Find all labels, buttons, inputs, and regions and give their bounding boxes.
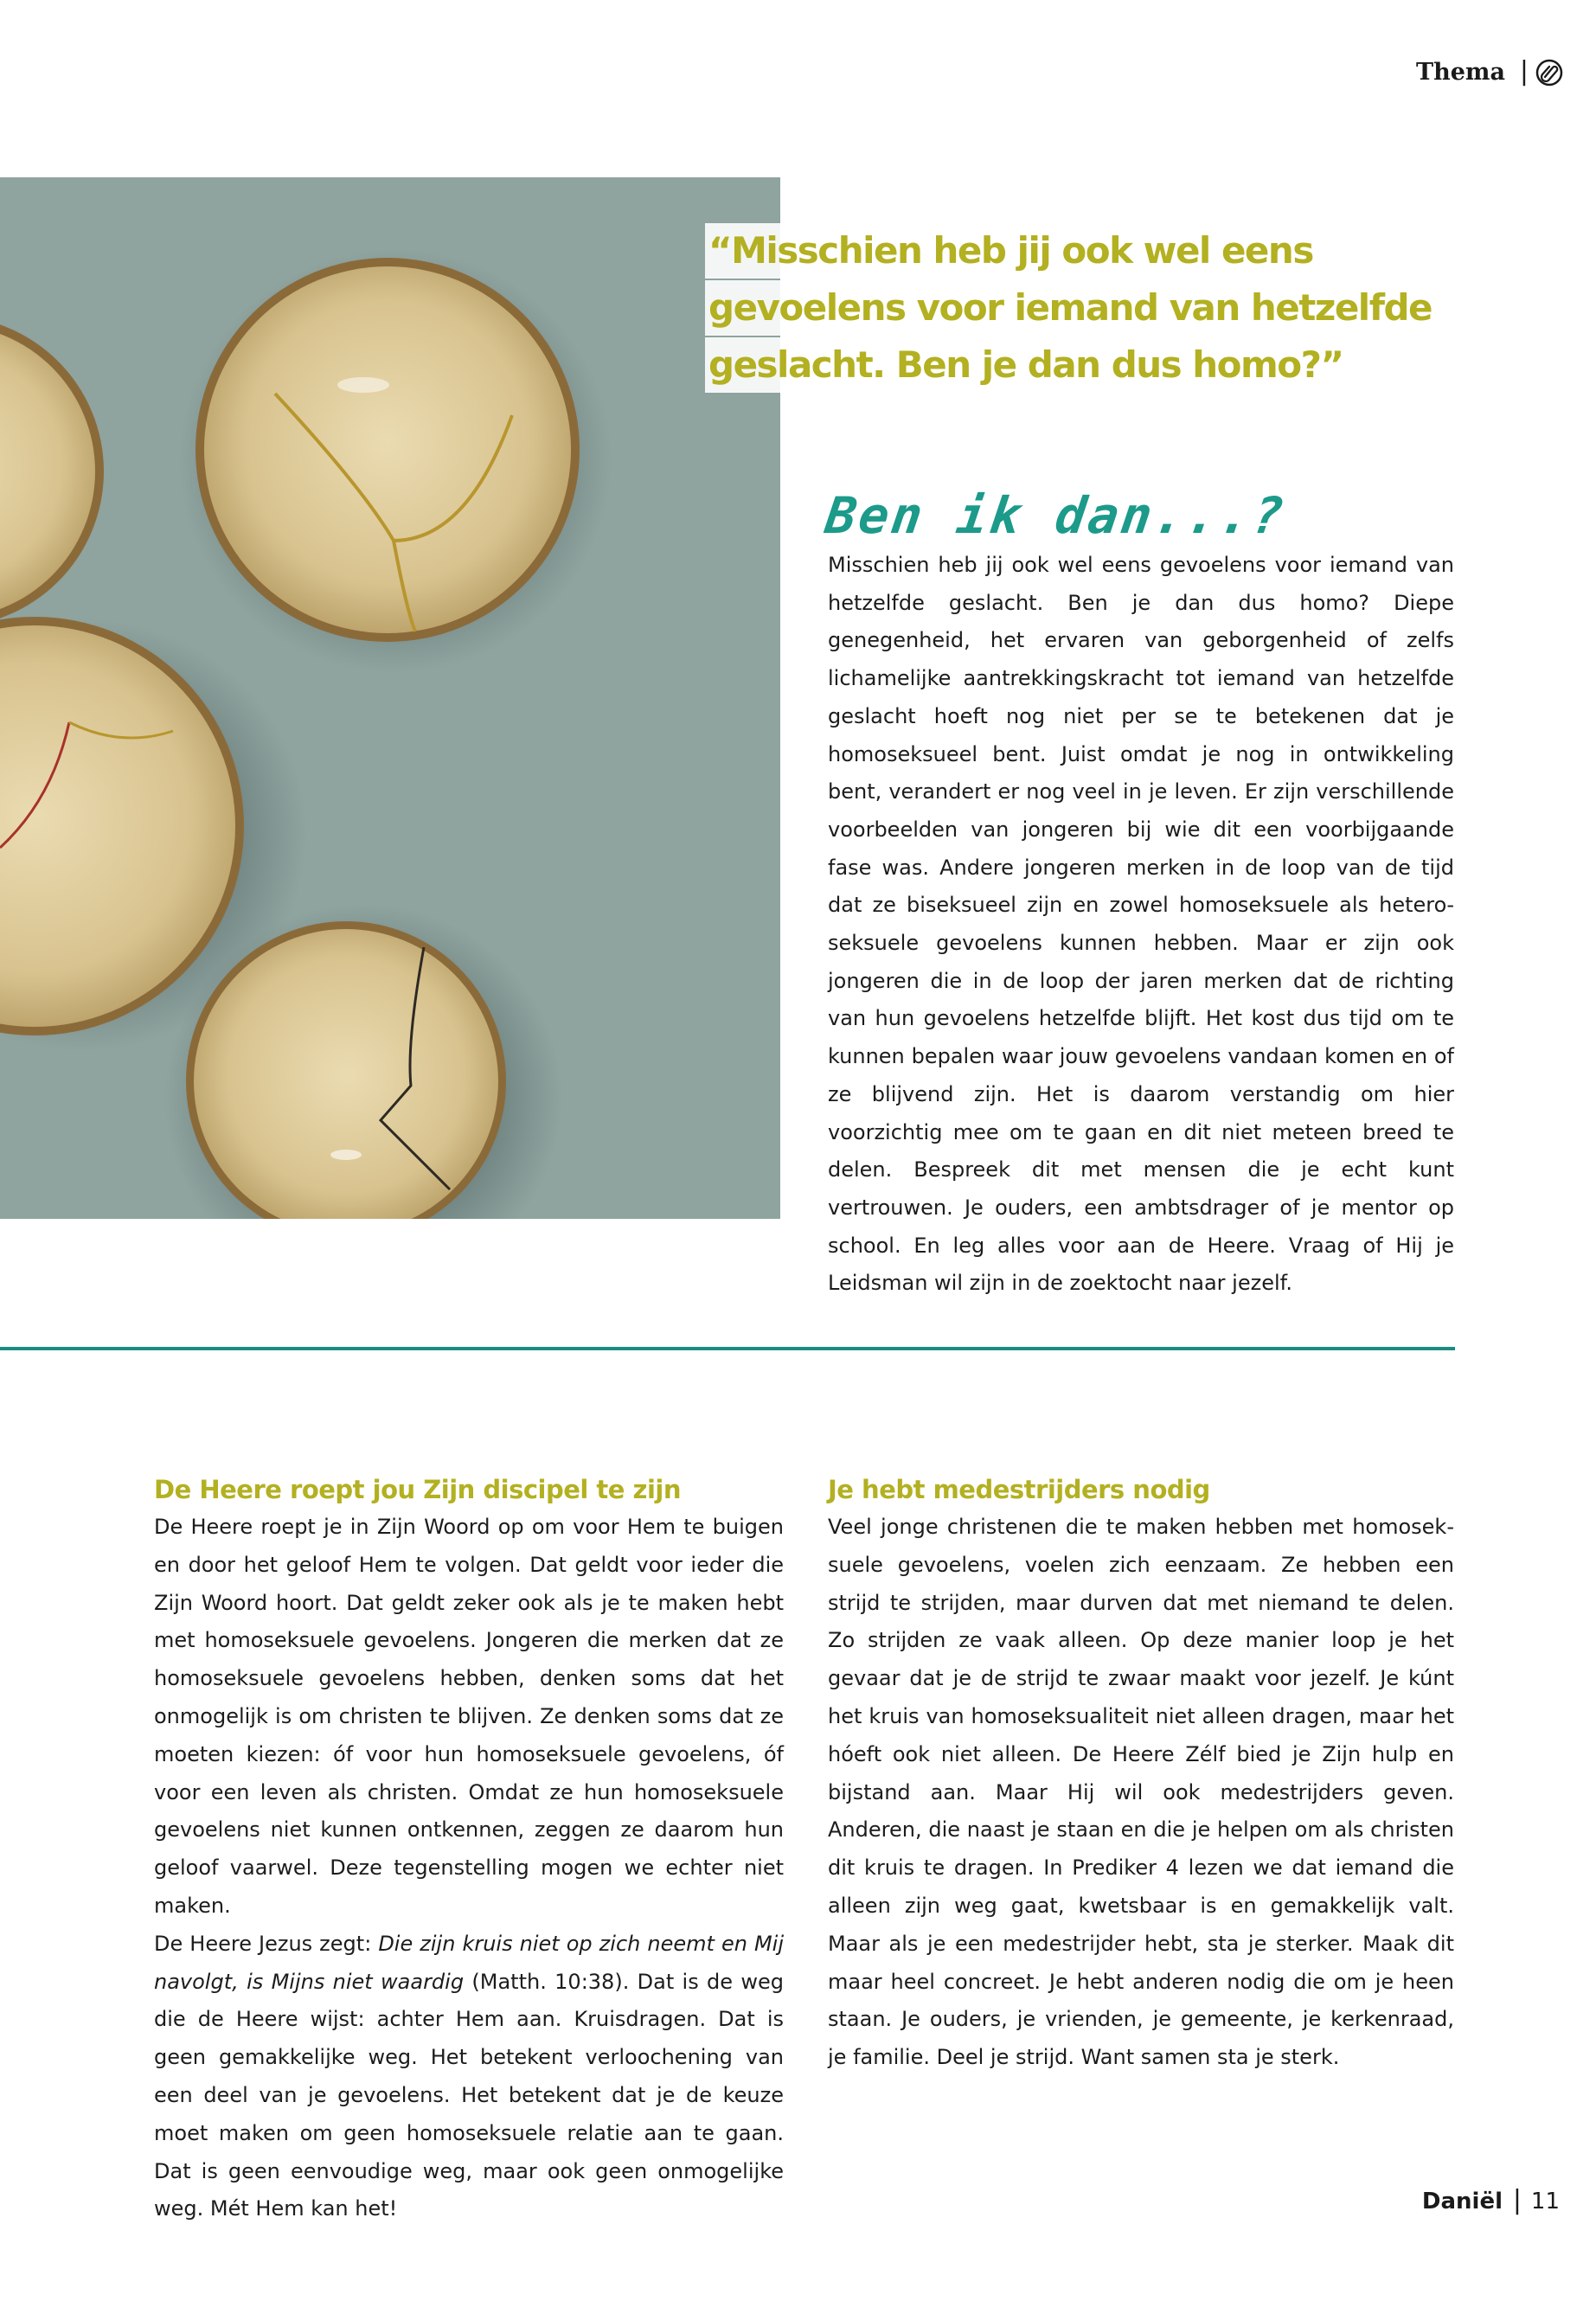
- paperclip-icon: [1535, 59, 1563, 87]
- pull-quote: [705, 223, 1484, 394]
- footer-separator: |: [1512, 2185, 1522, 2215]
- pull-quote-line: “Misschien heb jij ook wel eens: [705, 223, 1317, 279]
- right-heading: Je hebt medestrijders nodig: [828, 1475, 1210, 1504]
- header-separator: |: [1519, 56, 1529, 87]
- left-heading: De Heere roept jou Zijn discipel te zijn: [154, 1475, 681, 1504]
- left-paragraph-1: De Heere roept je in Zijn Woord op om voor Hem te buigen en door het geloof Hem te volgen. Dat geldt voor ieder die Zijn Woord hoort. Dat geldt zeker ook als je te maken hebt met homoseksuele gevoelens. Jongeren die merken dat ze homoseksuele gevoelens hebben, denken soms dat het onmogelijk is om christen te blijven. Ze denken soms dat ze moeten kiezen: óf voor hun homoseksuele gevoelens, óf voor een leven als christen. Omdat ze hun homoseksuele gevoelens niet kunnen ontkennen, zeggen ze daarom hun geloof vaarwel. Deze tegenstelling mogen we echter niet maken.: [154, 1515, 784, 1918]
- bible-quote: Die zijn kruis niet op zich neemt en Mij navolgt, is Mijns niet waardig: [154, 1931, 785, 1994]
- page-footer: [0, 2128, 1596, 2301]
- section-title: Thema: [1416, 59, 1505, 86]
- magazine-name: Daniël: [1421, 2189, 1503, 2214]
- cracked-bowls-photo: [0, 177, 780, 1219]
- right-column: [828, 1471, 1454, 2077]
- left-paragraph-2: De Heere Jezus zegt: Die zijn kruis niet op zich neemt en Mij navolgt, is Mijns niet waardig (Matth. 10:38). Dat is de weg die de Heere wijst: achter Hem aan. Kruisdragen. Dat is geen gemakkelijke weg. Het betekent verloochening van een deel van je gevoelens. Het betekent dat je de keuze moet maken om geen homoseksuele relatie aan te gaan. Dat is geen eenvoudige weg, maar ook geen onmogelijke weg. Mét Hem kan het!: [154, 1931, 785, 2221]
- section-divider: [0, 1347, 1455, 1350]
- pull-quote-line: gevoelens voor iemand van hetzelfde: [705, 280, 1435, 336]
- left-column: [154, 1471, 784, 2228]
- intro-title: Ben ik dan...?: [822, 486, 1290, 545]
- page-number: 11: [1530, 2189, 1560, 2214]
- pull-quote-line: geslacht. Ben je dan dus homo?”: [705, 337, 1347, 393]
- right-paragraph: Veel jonge christenen die te maken hebben met homoseksuele gevoelens, voelen zich eenzaam. Ze hebben een strijd te strijden, maar durven dat met niemand te delen. Zo strijden ze vaak alleen. Op deze manier loop je het gevaar dat je de strijd te zwaar maakt voor jezelf. Je kúnt het kruis van homoseksualiteit niet alleen dragen, maar het hóeft ook niet alleen. De Heere Zélf bied je Zijn hulp en bijstand aan. Maar Hij wil ook medestrijders geven. Anderen, die naast je staan en die je helpen om als christen dit kruis te dragen. In Prediker 4 lezen we dat iemand die alleen zijn weg gaat, kwetsbaar is en gemakkelijk valt. Maar als je een medestrijder hebt, sta je sterker. Maak dit maar heel concreet. Je hebt anderen nodig die om je heen staan. Je ouders, je vrienden, je gemeente, je kerkenraad, je familie. Deel je strijd. Want samen sta je sterk.: [828, 1515, 1454, 2070]
- intro-body: Misschien heb jij ook wel eens gevoelens voor iemand van hetzelfde geslacht. Ben je dan dus homo? Diepe genegenheid, het ervaren van geborgenheid of zelfs lichamelijke aantrekkingskracht tot iemand van hetzelfde geslacht hoeft nog niet per se te betekenen dat je homoseksueel bent. Juist omdat je nog in ontwikkeling bent, verandert er nog veel in je leven. Er zijn verschillende voorbeelden van jongeren bij wie dit een voorbijgaande fase was. Andere jongeren merken in de loop van de tijd dat ze biseksueel zijn en zowel homoseksuele als heteroseksuele gevoelens kunnen hebben. Maar er zijn ook jongeren die in de loop der jaren merken dat de richting van hun gevoelens hetzelfde blijft. Het kost dus tijd om te kunnen bepalen waar jouw gevoelens vandaan komen en of ze blijvend zijn. Het is daarom verstandig om hier voorzichtig mee om te gaan en dit niet meteen breed te delen. Bespreek dit met mensen die je echt kunt vertrouwen. Je ouders, een ambtsdrager of je mentor op school. En leg alles voor aan de Heere. Vraag of Hij je Leidsman wil zijn in de zoektocht naar jezelf.: [828, 553, 1454, 1296]
